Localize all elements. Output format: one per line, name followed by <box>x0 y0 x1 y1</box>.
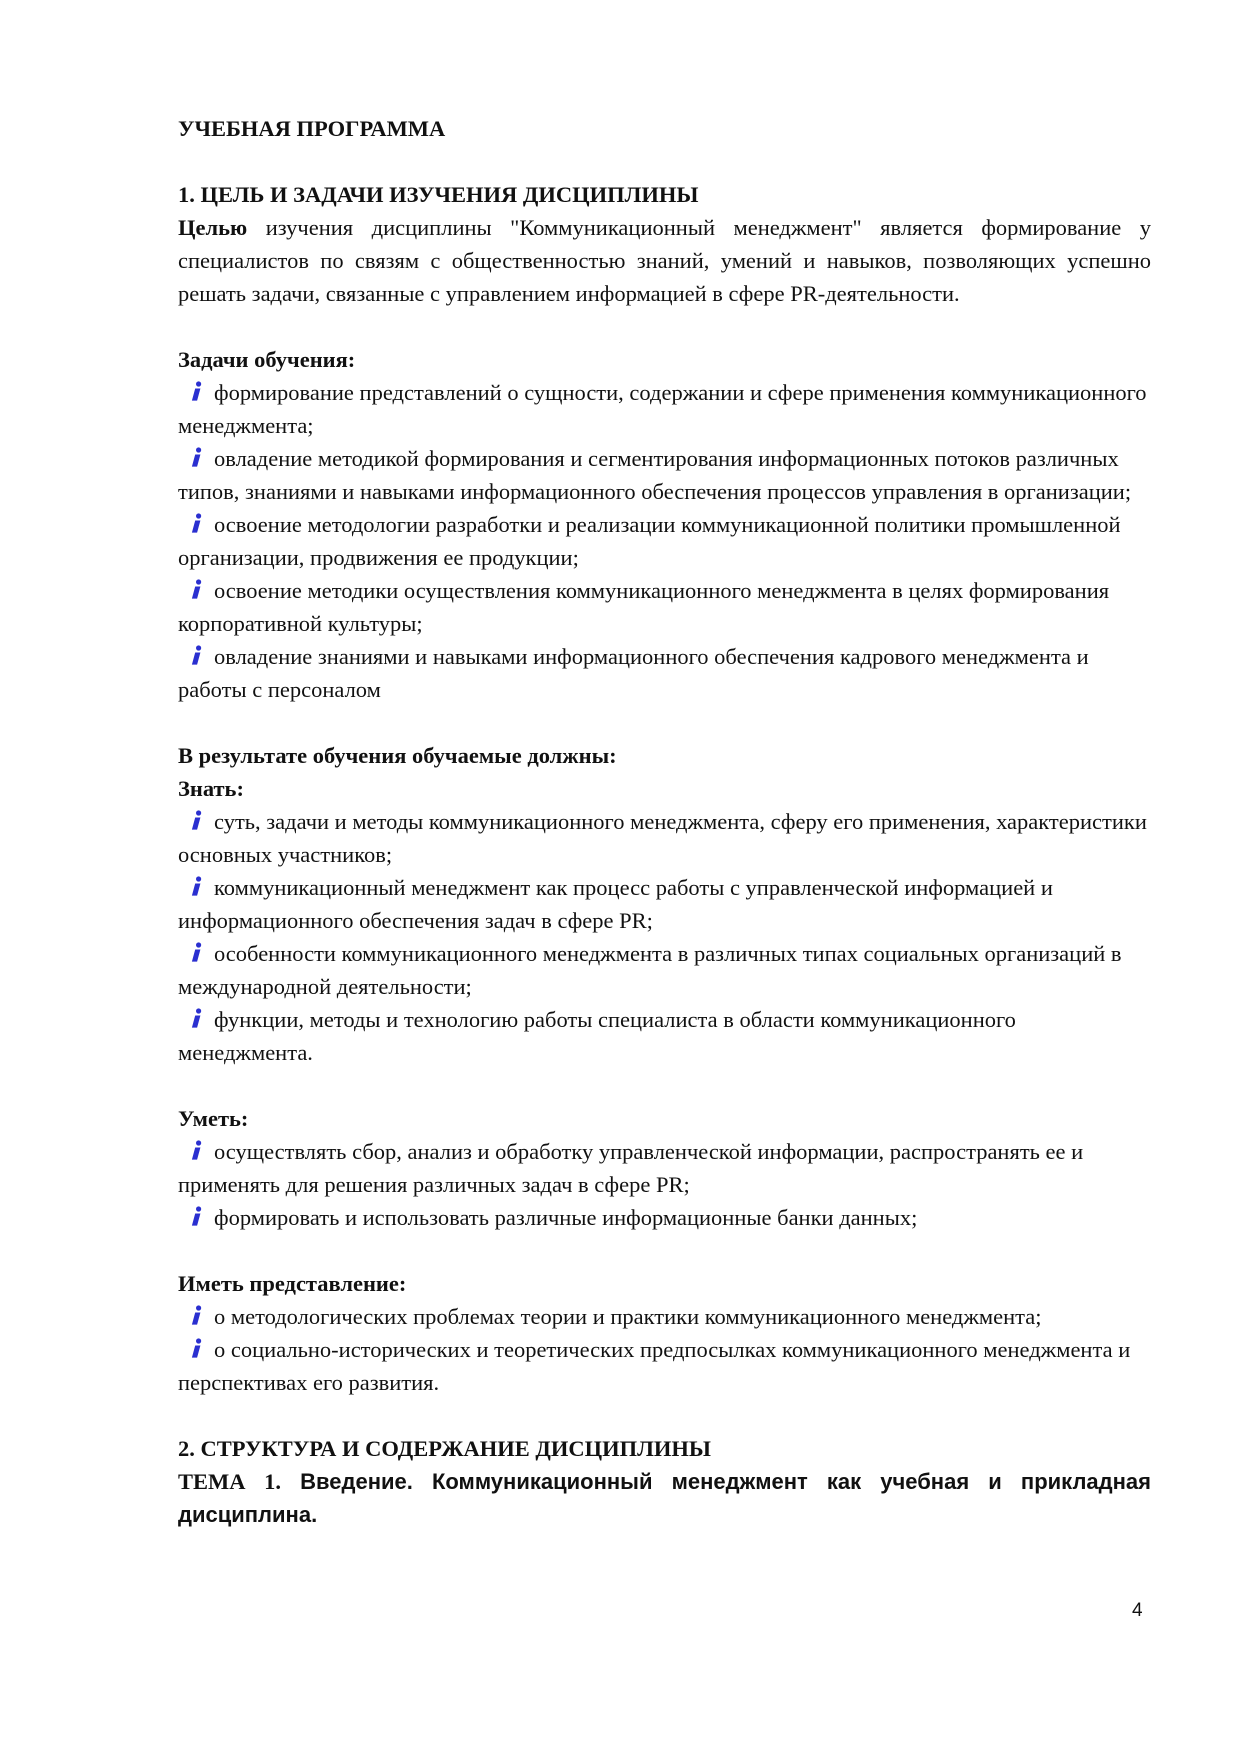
know-list <box>178 805 1151 1069</box>
list-item: особенности коммуникационного менеджмента в различных типах социальных организаций в международной деятельности; <box>178 941 1122 999</box>
topic-1-title <box>178 1465 1151 1531</box>
document-page <box>178 112 1151 1531</box>
italic-i-icon <box>190 1206 202 1228</box>
idea-heading: Иметь представление: <box>178 1271 407 1296</box>
section-1-heading: 1. ЦЕЛЬ И ЗАДАЧИ ИЗУЧЕНИЯ ДИСЦИПЛИНЫ <box>178 182 699 207</box>
italic-i-icon <box>190 942 202 964</box>
section-2-heading: 2. СТРУКТУРА И СОДЕРЖАНИЕ ДИСЦИПЛИНЫ <box>178 1436 711 1461</box>
topic-text: Введение. Коммуникационный менеджмент как учебная и прикладная дисциплина. <box>178 1469 1151 1527</box>
list-item: функции, методы и технологию работы специалиста в области коммуникационного менеджмента. <box>178 1007 1016 1065</box>
list-item: овладение методикой формирования и сегментирования информационных потоков различных типов, знаниями и навыками информационного обеспечения процессов управления в организации; <box>178 446 1132 504</box>
italic-i-icon <box>190 1140 202 1162</box>
italic-i-icon <box>190 513 202 535</box>
document-title: УЧЕБНАЯ ПРОГРАММА <box>178 116 446 141</box>
italic-i-icon <box>190 876 202 898</box>
goal-paragraph <box>178 211 1151 310</box>
goal-label: Целью <box>178 215 248 240</box>
goal-text: изучения дисциплины "Коммуникационный менеджмент" является формирование у специалистов по связям с общественностью знаний, умений и навыков, позволяющих успешно решать задачи, связанные с управлением информацией в сфере PR-деятельности. <box>178 215 1151 306</box>
list-item: формирование представлений о сущности, содержании и сфере применения коммуникационного менеджмента; <box>178 380 1147 438</box>
list-item: освоение методики осуществления коммуникационного менеджмента в целях формирования корпоративной культуры; <box>178 578 1110 636</box>
tasks-heading: Задачи обучения: <box>178 347 356 372</box>
italic-i-icon <box>190 579 202 601</box>
can-list <box>178 1135 1151 1234</box>
list-item: о методологических проблемах теории и практики коммуникационного менеджмента; <box>178 1300 1151 1333</box>
italic-i-icon <box>190 381 202 403</box>
italic-i-icon <box>190 645 202 667</box>
list-item: формировать и использовать различные информационные банки данных; <box>178 1201 1151 1234</box>
list-item: коммуникационный менеджмент как процесс работы с управленческой информацией и информационного обеспечения задач в сфере PR; <box>178 875 1053 933</box>
list-item: осуществлять сбор, анализ и обработку управленческой информации, распространять ее и применять для решения различных задач в сфере PR; <box>178 1139 1084 1197</box>
italic-i-icon <box>190 810 202 832</box>
page-number: 4 <box>1132 1600 1143 1621</box>
can-heading: Уметь: <box>178 1106 249 1131</box>
results-heading: В результате обучения обучаемые должны: <box>178 743 617 768</box>
know-heading: Знать: <box>178 776 244 801</box>
list-item: овладение знаниями и навыками информационного обеспечения кадрового менеджмента и работы с персоналом <box>178 644 1089 702</box>
list-item: суть, задачи и методы коммуникационного менеджмента, сферу его применения, характеристики основных участников; <box>178 809 1147 867</box>
idea-list <box>178 1300 1151 1399</box>
topic-label: ТЕМА 1. <box>178 1469 282 1494</box>
tasks-list <box>178 376 1151 706</box>
italic-i-icon <box>190 1338 202 1360</box>
italic-i-icon <box>190 447 202 469</box>
italic-i-icon <box>190 1008 202 1030</box>
italic-i-icon <box>190 1305 202 1327</box>
list-item: освоение методологии разработки и реализации коммуникационной политики промышленной организации, продвижения ее продукции; <box>178 512 1121 570</box>
list-item: о социально-исторических и теоретических предпосылках коммуникационного менеджмента и перспективах его развития. <box>178 1337 1131 1395</box>
